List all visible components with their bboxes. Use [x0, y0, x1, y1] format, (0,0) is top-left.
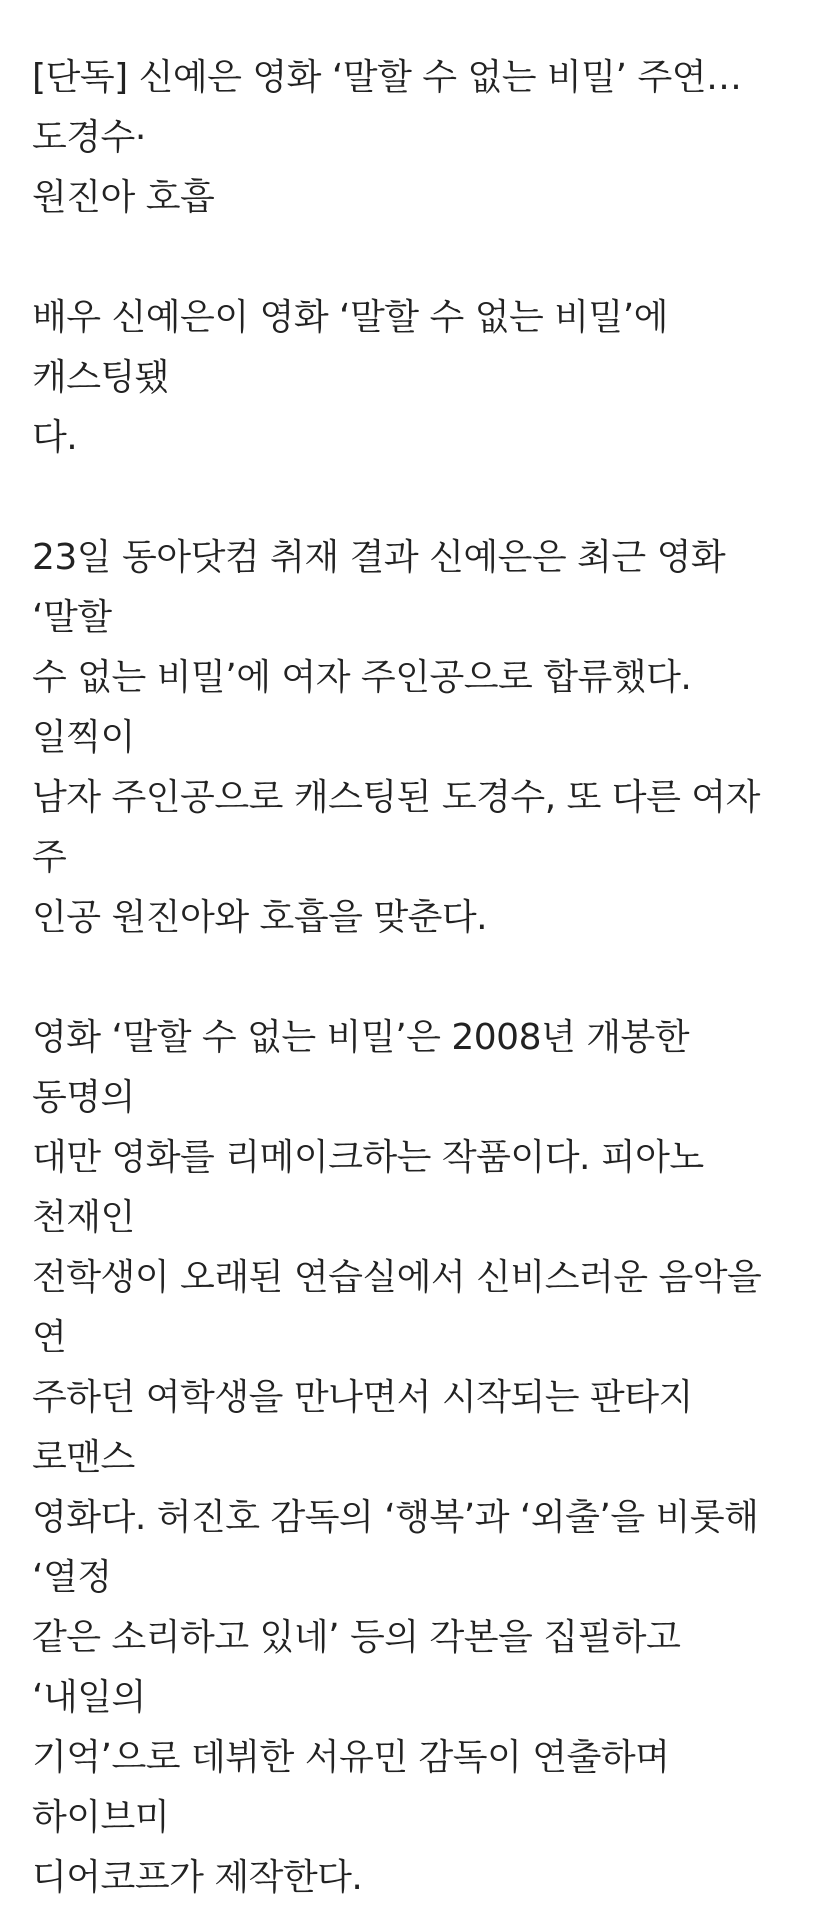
- article-headline: [단독] 신예은 영화 ‘말할 수 없는 비밀’ 주연…도경수· 원진아 호흡: [32, 57, 742, 218]
- article-paragraph-1: 배우 신예은이 영화 ‘말할 수 없는 비밀’에 캐스팅됐 다.: [32, 297, 668, 458]
- article: [32, 48, 802, 1908]
- article-paragraph-3: 영화 ‘말할 수 없는 비밀’은 2008년 개봉한 동명의 대만 영화를 리메이크하는 작품이다. 피아노 천재인 전학생이 오래된 연습실에서 신비스러운 음악을 연 주하던 여학생을 만나면서 시작되는 판타지 로맨스 영화다. 허진호 감독의 ‘행복’과 ‘외출’을 비롯해 ‘열정 같은 소리하고 있네’ 등의 각본을 집필하고 ‘내일의 기억’으로 데뷔한 서유민 감독이 연출하며 하이브미 디어코프가 제작한다.: [32, 1017, 762, 1898]
- article-paragraph-2: 23일 동아닷컴 취재 결과 신예은은 최근 영화 ‘말할 수 없는 비밀’에 여자 주인공으로 합류했다. 일찍이 남자 주인공으로 캐스팅된 도경수, 또 다른 여자 주 인공 원진아와 호흡을 맞춘다.: [32, 537, 760, 938]
